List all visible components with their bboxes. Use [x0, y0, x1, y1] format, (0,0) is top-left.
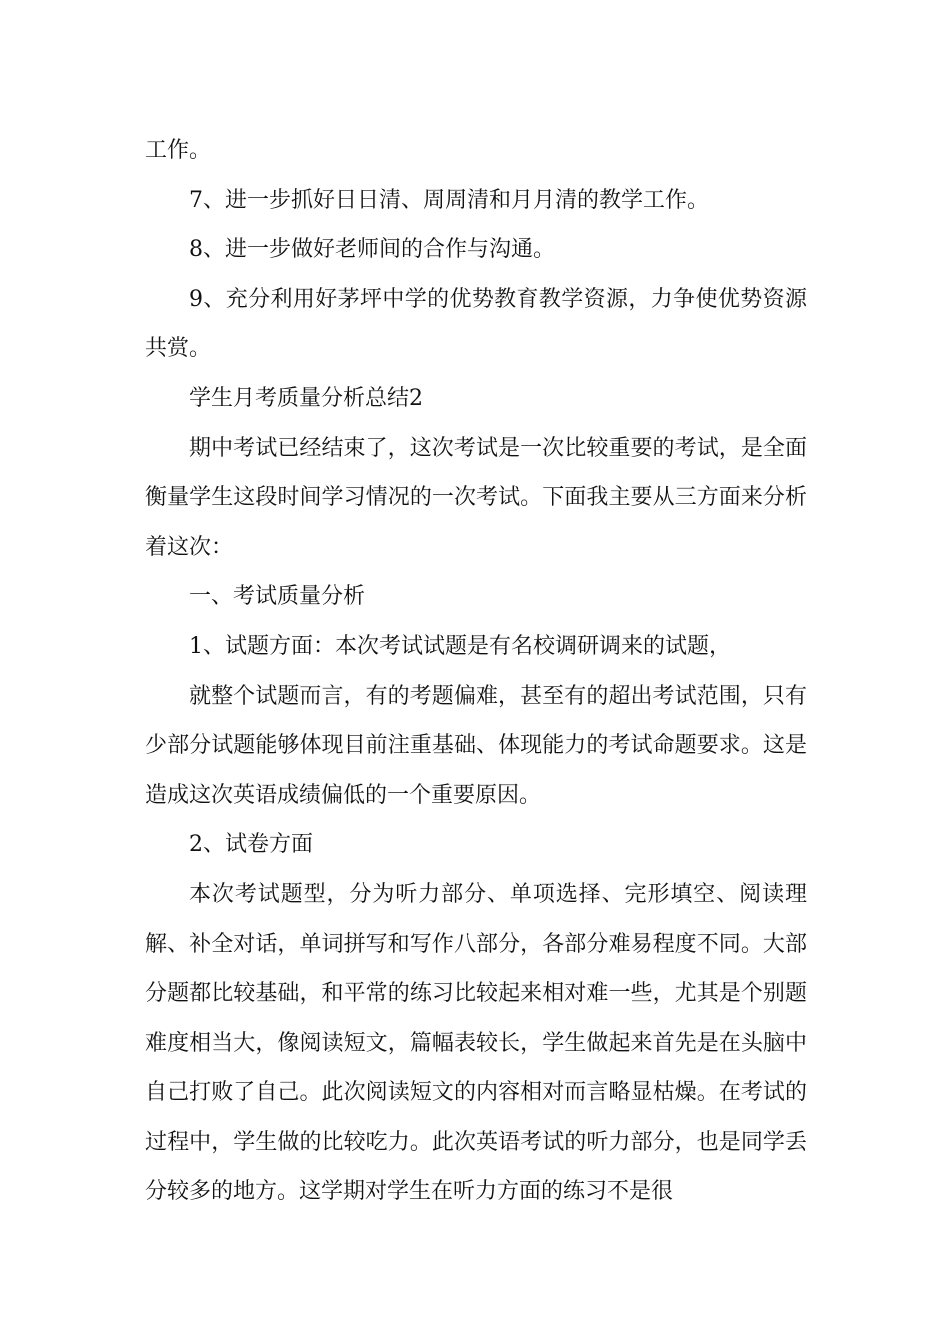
paragraph-questions-detail: 就整个试题而言，有的考题偏难，甚至有的超出考试范围，只有少部分试题能够体现目前注重基础、体现能力的考试命题要求。这是造成这次英语成绩偏低的一个重要原因。 — [145, 683, 807, 808]
paragraph-item-8: 8、进一步做好老师间的合作与沟通。 — [189, 237, 555, 263]
document-body — [145, 126, 807, 1217]
paragraph-questions: 1、试题方面：本次考试试题是有名校调研调来的试题， — [189, 633, 731, 659]
heading-quality-analysis: 一、考试质量分析 — [189, 584, 366, 610]
paragraph-item-7: 7、进一步抓好日日清、周周清和月月清的教学工作。 — [189, 187, 709, 213]
section-title: 学生月考质量分析总结2 — [189, 385, 423, 411]
paragraph-intro: 期中考试已经结束了，这次考试是一次比较重要的考试，是全面衡量学生这段时间学习情况的一次考试。下面我主要从三方面来分析着这次： — [145, 435, 807, 560]
paragraph-item-9: 9、充分利用好茅坪中学的优势教育教学资源，力争使优势资源共赏。 — [145, 286, 807, 362]
heading-paper: 2、试卷方面 — [189, 832, 313, 858]
paragraph-continuation: 工作。 — [145, 138, 212, 163]
paragraph-paper-detail: 本次考试题型，分为听力部分、单项选择、完形填空、阅读理解、补全对话，单词拼写和写作八部分，各部分难易程度不同。大部分题都比较基础，和平常的练习比较起来相对难一些，尤其是个别题难度相当大，像阅读短文，篇幅表较长，学生做起来首先是在头脑中自己打败了自己。此次阅读短文的内容相对而言略显枯燥。在考试的过程中，学生做的比较吃力。此次英语考试的听力部分，也是同学丢分较多的地方。这学期对学生在听力方面的练习不是很 — [145, 881, 807, 1205]
